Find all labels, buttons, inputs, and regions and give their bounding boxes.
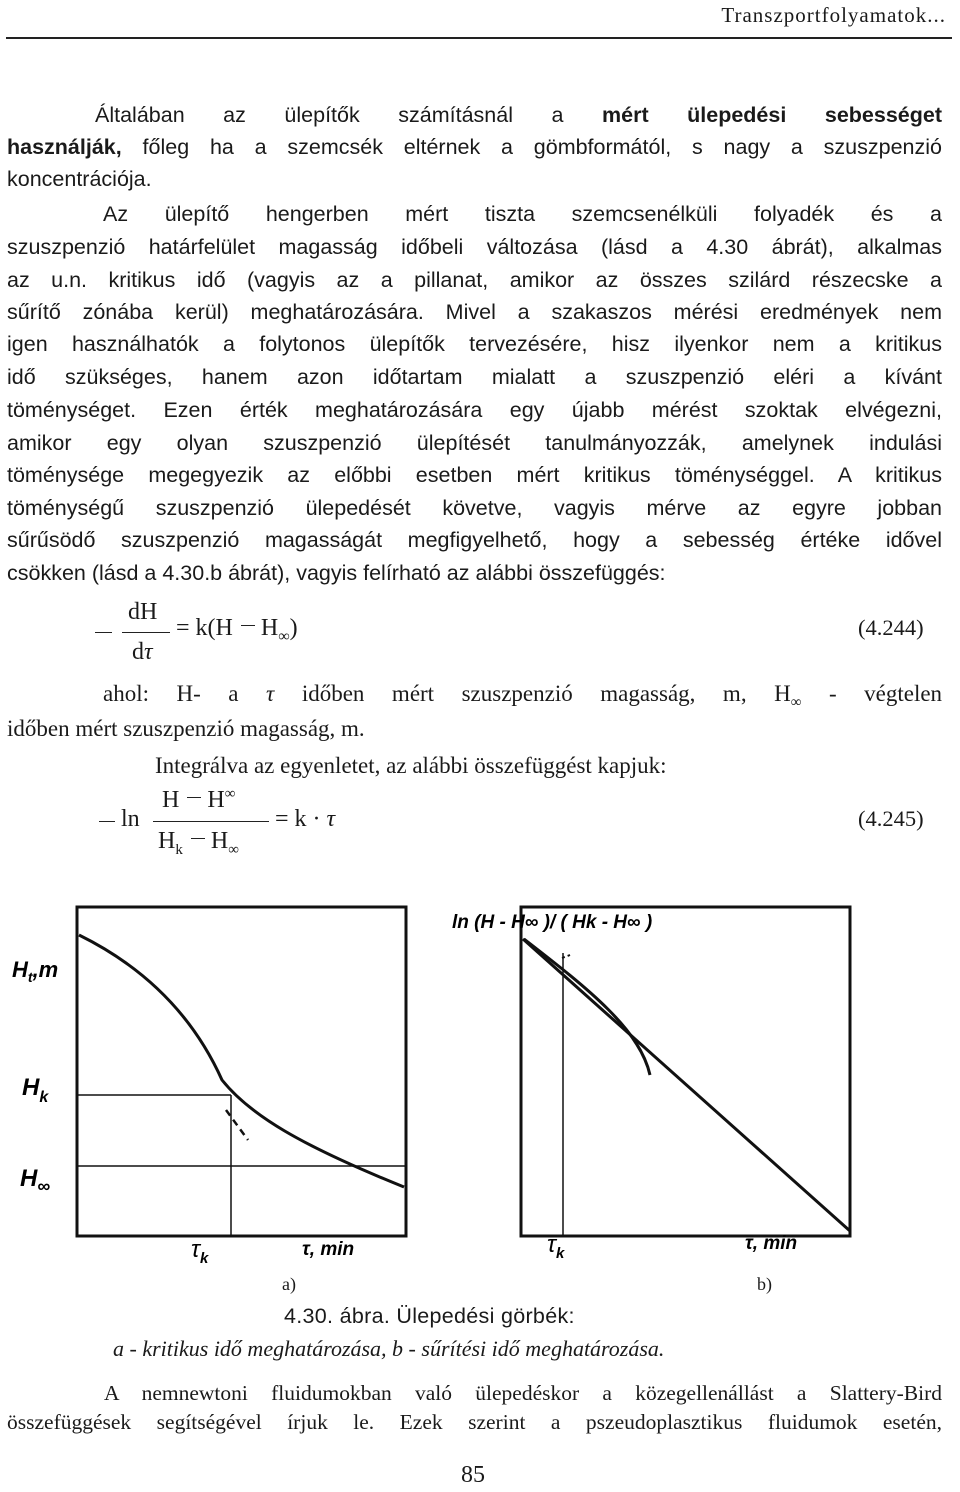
para2-line: az u.n. kritikus idő (vagyis az a pillanat, amikor az összes szilárd részecske a xyxy=(7,268,942,292)
integral-line: Integrálva az egyenletet, az alábbi összefüggést kapjuk: xyxy=(155,753,667,778)
xlabel-tk: $\tau_k$ xyxy=(191,1236,209,1267)
fraction-numerator: dH xyxy=(128,599,158,625)
para2-line: töménységet. Ezen érték meghatározására egy újabb mérést szoktak elvégezni, xyxy=(7,398,942,422)
equation-rhs: = k · τ xyxy=(275,806,336,832)
equation-number: (4.244) xyxy=(858,615,924,640)
fraction-denominator: dτ xyxy=(132,639,153,665)
panel-label-b: b) xyxy=(757,1274,772,1294)
running-header: Transzportfolyamatok... xyxy=(721,3,946,27)
para2-line: csökken (lásd a 4.30.b ábrát), vagyis felírható az alábbi összefüggés: xyxy=(7,561,666,585)
ln-symbol: ln xyxy=(121,806,140,832)
para1-line3: koncentrációja. xyxy=(7,167,152,191)
xlabel-tmin: τ, min xyxy=(302,1239,355,1260)
fraction-bar xyxy=(122,632,170,633)
ylabel-hinf: $H_\infty$ xyxy=(20,1165,51,1196)
para2-line: szuszpenzió határfelület magasság időbeli változása (lásd a 4.30 ábrát), alkalmas xyxy=(7,235,942,259)
para3-line2: összefüggések segítségével írjuk le. Ezek szerint a pszeudoplasztikus fluidumok esetén, xyxy=(7,1410,942,1434)
fraction-bar xyxy=(153,821,269,822)
header-rule xyxy=(6,37,952,39)
para2-line: amikor egy olyan szuszpenzió ülepítését tanulmányozzák, amelynek indulási xyxy=(7,431,942,455)
ahol-line: ahol: H- a τ időben mért szuszpenzió magasság, m, $H_\infty$ - végtelen xyxy=(103,681,943,711)
para2-line: idő szükséges, hanem azon időtartam mialatt a szuszpenzió eléri a kívánt xyxy=(7,365,942,389)
fraction-numerator: H H∞ xyxy=(162,786,236,813)
para2-line: sűrűsödő szuszpenzió magasságát megfigyelhető, hogy a sebesség értéke idővel xyxy=(7,528,942,552)
plot-frame xyxy=(77,907,406,1236)
para1-line1: Általában az ülepítők számításnál a mért ülepedési sebességet xyxy=(95,103,942,127)
para2-line: töménysége megegyezik az előbbi esetben mért kritikus töménységgel. A kritikus xyxy=(7,463,942,487)
panel-label-a: a) xyxy=(282,1274,296,1294)
para2-line: töménységű szuszpenzió ülepedését követve, vagyis mérve az egyre jobban xyxy=(7,496,942,520)
para2-line: igen használhatók a folytonos ülepítők tervezésére, hisz ilyenkor nem a kritikus xyxy=(7,332,942,356)
figure-a-settling-curve xyxy=(0,895,480,1275)
settling-curve xyxy=(79,935,404,1187)
minus-sign xyxy=(95,632,112,633)
data-curve xyxy=(524,939,650,1075)
equation-rhs: = k(H $H_\infty$) xyxy=(176,615,298,645)
fraction-denominator: $H_k$ $H_\infty$ xyxy=(158,828,239,858)
equation-number: (4.245) xyxy=(858,806,924,831)
minus-sign xyxy=(99,821,115,822)
ahol-line2: időben mért szuszpenzió magasság, m. xyxy=(7,716,365,741)
tangent-dash xyxy=(226,1110,248,1140)
equation-4-244 xyxy=(0,595,960,675)
page-number: 85 xyxy=(461,1462,485,1488)
para1-line2: használják, főleg ha a szemcsék eltérnek a gömbformától, s nagy a szuszpenzió xyxy=(7,135,942,159)
para2-line: sűrítő zónába kerül) meghatározására. Mivel a szakaszos mérési eredmények nem xyxy=(7,300,942,324)
fit-line xyxy=(523,939,850,1231)
figure-caption-title: 4.30. ábra. Ülepedési görbék: xyxy=(284,1304,575,1328)
figure-caption-text: a - kritikus idő meghatározása, b - sűrítési idő meghatározása. xyxy=(113,1336,665,1361)
para2-line: Az ülepítő hengerben mért tiszta szemcsenélküli folyadék és a xyxy=(103,202,942,226)
plot-title: ln (H - H∞ )/ ( Hk - H∞ ) xyxy=(452,912,653,933)
para3-line1: A nemnewtoni fluidumokban való ülepedéskor a közegellenállást a Slattery-Bird xyxy=(104,1381,942,1405)
ylabel-hk: $H_k$ xyxy=(22,1074,49,1106)
equation-4-245 xyxy=(0,784,960,874)
figure-b-ln-plot xyxy=(440,895,960,1275)
xlabel-tk: $\tau_k$ xyxy=(547,1231,565,1262)
xlabel-tmin: τ, min xyxy=(745,1233,798,1254)
ylabel-ht: $H_t,m$ xyxy=(12,957,59,985)
